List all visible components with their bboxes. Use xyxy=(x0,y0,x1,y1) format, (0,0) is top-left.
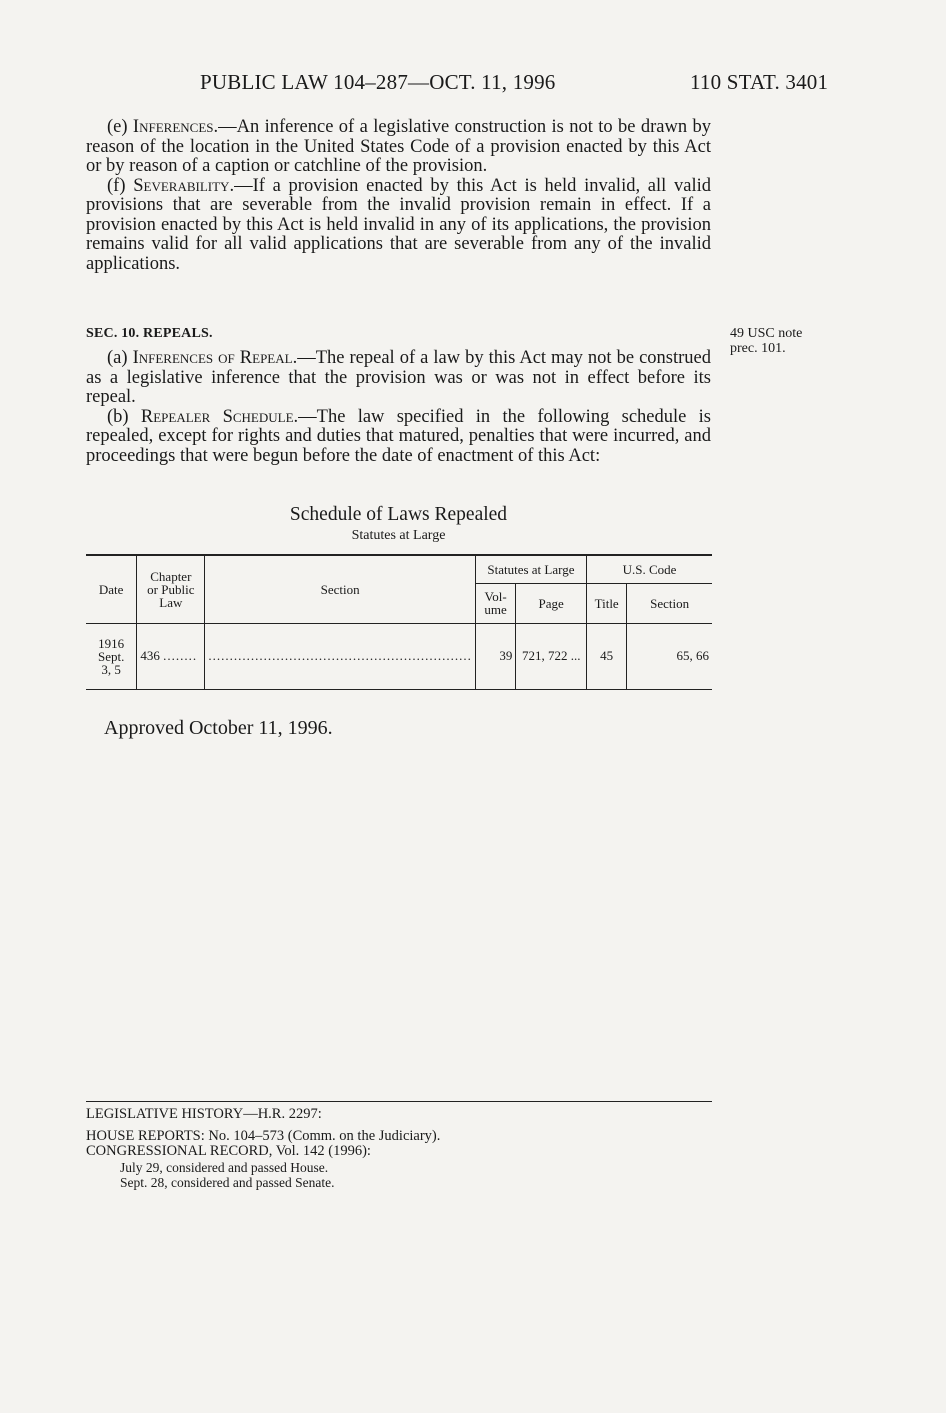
section-9-continuation xyxy=(86,118,711,274)
house-reports: HOUSE REPORTS: No. 104–573 (Comm. on the Judiciary). xyxy=(86,1127,441,1144)
page-header-title: PUBLIC LAW 104–287—OCT. 11, 1996 xyxy=(200,70,556,94)
schedule-subtitle: Statutes at Large xyxy=(351,528,446,543)
heading-inferences: Inferences xyxy=(132,117,214,137)
header-usc-group: U.S. Code xyxy=(587,555,712,583)
header-chapter: Chapter or Public Law xyxy=(137,555,205,623)
heading-inferences-of-repeal: Inferences of Repeal xyxy=(132,348,293,368)
repeal-schedule-table xyxy=(86,554,712,690)
section-10-body xyxy=(86,349,711,466)
cell-date: 1916 Sept. 3, 5 xyxy=(86,623,137,689)
schedule-title: Schedule of Laws Repealed xyxy=(289,504,508,525)
footnote-divider xyxy=(86,1101,712,1102)
heading-repealer-schedule: Repealer Schedule xyxy=(140,406,294,427)
legislative-history xyxy=(86,1107,440,1191)
header-title: Title xyxy=(587,583,627,623)
section-10-heading: SEC. 10. REPEALS. xyxy=(86,326,213,341)
cell-chapter: 436 ........ xyxy=(137,623,205,689)
cell-volume: 39 xyxy=(475,623,516,689)
cell-section: .............................................................. xyxy=(205,623,476,689)
header-statutes-group: Statutes at Large xyxy=(475,555,586,583)
header-usc-section: Section xyxy=(627,583,712,623)
margin-note: 49 USC note prec. 101. xyxy=(730,326,803,356)
cell-title: 45 xyxy=(587,623,627,689)
cell-page: 721, 722 ... xyxy=(516,623,587,689)
header-volume: Vol- ume xyxy=(475,583,516,623)
header-date: Date xyxy=(86,555,137,623)
paragraph-e: (e) Inferences.—An inference of a legislative construction is not to be drawn by reason of the location in the United States Code of a provision enacted by this Act or by reason of a caption or catchline of the provision. xyxy=(86,117,711,176)
header-section: Section xyxy=(205,555,476,623)
congressional-record: CONGRESSIONAL RECORD, Vol. 142 (1996): xyxy=(86,1143,371,1159)
paragraph-b: (b) Repealer Schedule.—The law specified in the following schedule is repealed, except for rights and duties that matured, penalties that were incurred, and proceedings that were begun before the date of enactment of this Act: xyxy=(86,406,711,466)
paragraph-a: (a) Inferences of Repeal.—The repeal of a law by this Act may not be construed as a legislative inference that the provision was or was not in effect before its repeal. xyxy=(86,348,711,407)
history-heading: LEGISLATIVE HISTORY—H.R. 2297: xyxy=(86,1106,322,1122)
table-row xyxy=(86,623,712,689)
paragraph-f: (f) Severability.—If a provision enacted by this Act is held invalid, all valid provisions that are severable from the invalid provision remain in effect. If a provision enacted by this Act is held invalid in any of its applications, the provision remains valid for all valid applications that are severable from any of the invalid applications. xyxy=(86,175,712,274)
history-entry: July 29, considered and passed House. xyxy=(120,1159,329,1175)
page-header-stat: 110 STAT. 3401 xyxy=(690,70,829,94)
history-entry: Sept. 28, considered and passed Senate. xyxy=(120,1175,335,1190)
approval-date: Approved October 11, 1996. xyxy=(104,717,333,739)
cell-usc-section: 65, 66 xyxy=(627,623,712,689)
header-page: Page xyxy=(516,583,587,623)
heading-severability: Severability xyxy=(133,175,230,196)
